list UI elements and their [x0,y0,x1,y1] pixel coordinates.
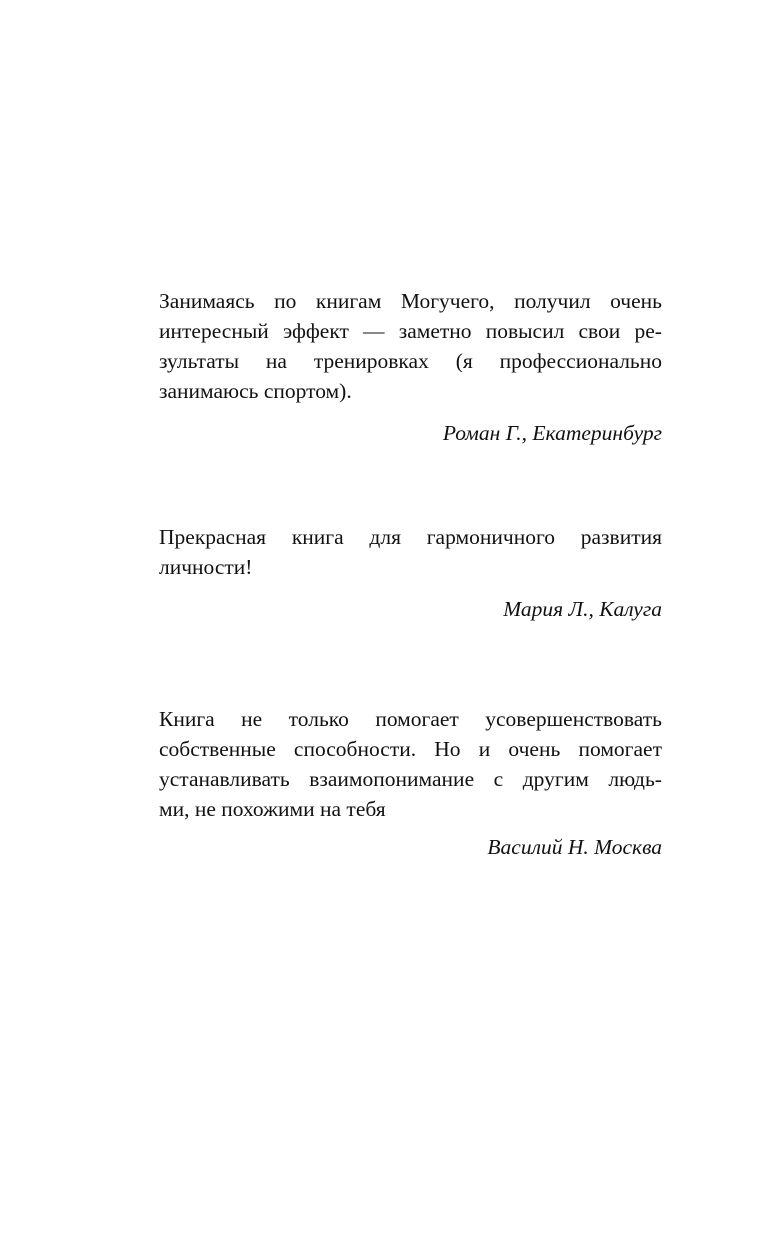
word: помогает [375,707,459,731]
review-author: Мария Л., Калуга [503,597,662,621]
word: по [274,289,297,313]
word: Но [434,737,461,761]
word: интересный [159,319,269,343]
word: эффект [282,319,349,343]
review-line: личности! [159,555,253,579]
word: для [369,525,401,549]
word: устанавливать [159,767,290,791]
word: свои [578,319,621,343]
word: тренировках [313,349,429,373]
word: с [493,767,504,791]
review-line [159,286,662,316]
word: не [241,707,263,731]
word: ре- [634,319,662,343]
word: собственные [159,737,276,761]
review-line: ми, не похожими на тебя [159,797,386,821]
review-roman [159,286,662,448]
word: получил [514,289,591,313]
word: Занимаясь [159,289,255,313]
word: зультаты [159,349,240,373]
word: очень [508,737,561,761]
review-line [159,764,662,794]
word: — [363,319,385,343]
review-line [159,346,662,376]
review-author: Василий Н. Москва [487,835,662,859]
word: Книга [159,707,215,731]
word: помогает [578,737,662,761]
word: книгам [315,289,382,313]
review-line [159,704,662,734]
review-line [159,316,662,346]
word: людь- [608,767,662,791]
word: гармоничного [426,525,555,549]
review-line [159,522,662,552]
word: взаимопонимание [309,767,475,791]
word: и [478,737,491,761]
review-maria [159,522,662,624]
word: Могучего, [400,289,495,313]
word: профессионально [499,349,662,373]
word: развития [580,525,662,549]
word: усовершенствовать [485,707,662,731]
word: другим [522,767,589,791]
word: Прекрасная [159,525,267,549]
word: повысил [485,319,565,343]
review-vasiliy [159,704,662,862]
word: на [265,349,287,373]
word: способности. [293,737,417,761]
review-line [159,734,662,764]
word: заметно [398,319,472,343]
review-author: Роман Г., Екатеринбург [442,421,662,445]
word: очень [610,289,662,313]
word: книга [291,525,344,549]
word: только [288,707,349,731]
word: (я [455,349,473,373]
review-line: занимаюсь спортом). [159,379,352,403]
